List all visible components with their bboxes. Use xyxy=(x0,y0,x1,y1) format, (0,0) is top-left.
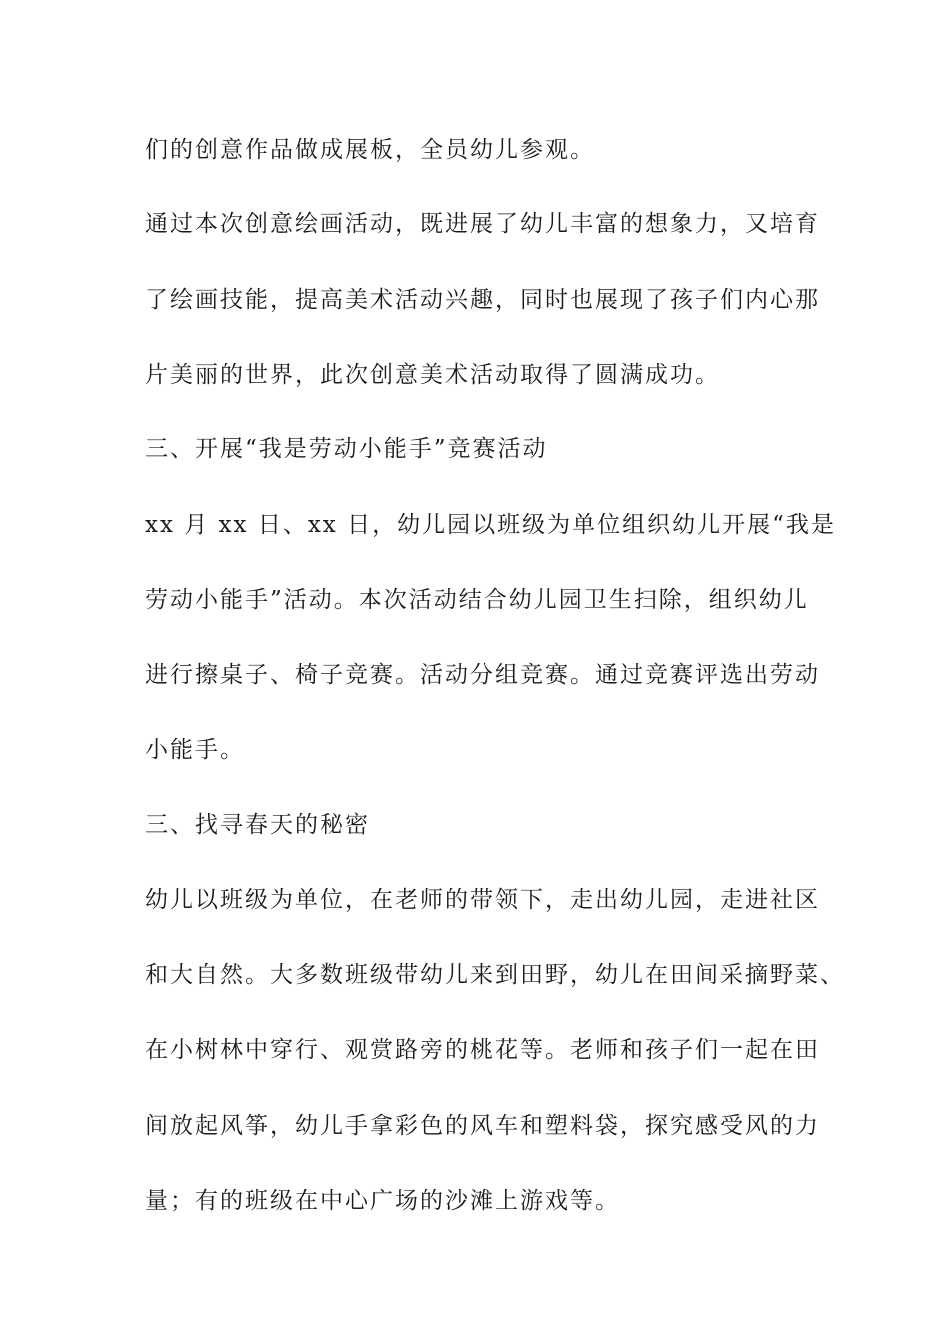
text-line: 小能手。 xyxy=(145,737,245,763)
text-line: 通过本次创意绘画活动，既进展了幼儿丰富的想象力，又培育 xyxy=(145,211,820,237)
section-heading: 三、开展“我是劳动小能手”竞赛活动 xyxy=(145,436,548,462)
text-line: 了绘画技能，提高美术活动兴趣，同时也展现了孩子们内心那 xyxy=(145,287,820,313)
section-heading: 三、找寻春天的秘密 xyxy=(145,812,370,838)
text-line: 进行擦桌子、椅子竞赛。活动分组竞赛。通过竞赛评选出劳动 xyxy=(145,662,820,688)
text-line: 幼儿以班级为单位，在老师的带领下，走出幼儿园，走进社区 xyxy=(145,887,820,913)
text-line: 劳动小能手”活动。本次活动结合幼儿园卫生扫除，组织幼儿 xyxy=(145,587,809,613)
text-line: 在小树林中穿行、观赏路旁的桃花等。老师和孩子们一起在田 xyxy=(145,1037,820,1063)
text-line: 片美丽的世界，此次创意美术活动取得了圆满成功。 xyxy=(145,362,720,388)
text-line: 和大自然。大多数班级带幼儿来到田野，幼儿在田间采摘野菜、 xyxy=(145,962,845,988)
text-line: 们的创意作品做成展板，全员幼儿参观。 xyxy=(145,137,595,163)
text-line: 间放起风筝，幼儿手拿彩色的风车和塑料袋，探究感受风的力 xyxy=(145,1113,820,1139)
text-line: xx 月 xx 日、xx 日，幼儿园以班级为单位组织幼儿开展“我是 xyxy=(145,512,836,538)
text-line: 量；有的班级在中心广场的沙滩上游戏等。 xyxy=(145,1188,620,1214)
